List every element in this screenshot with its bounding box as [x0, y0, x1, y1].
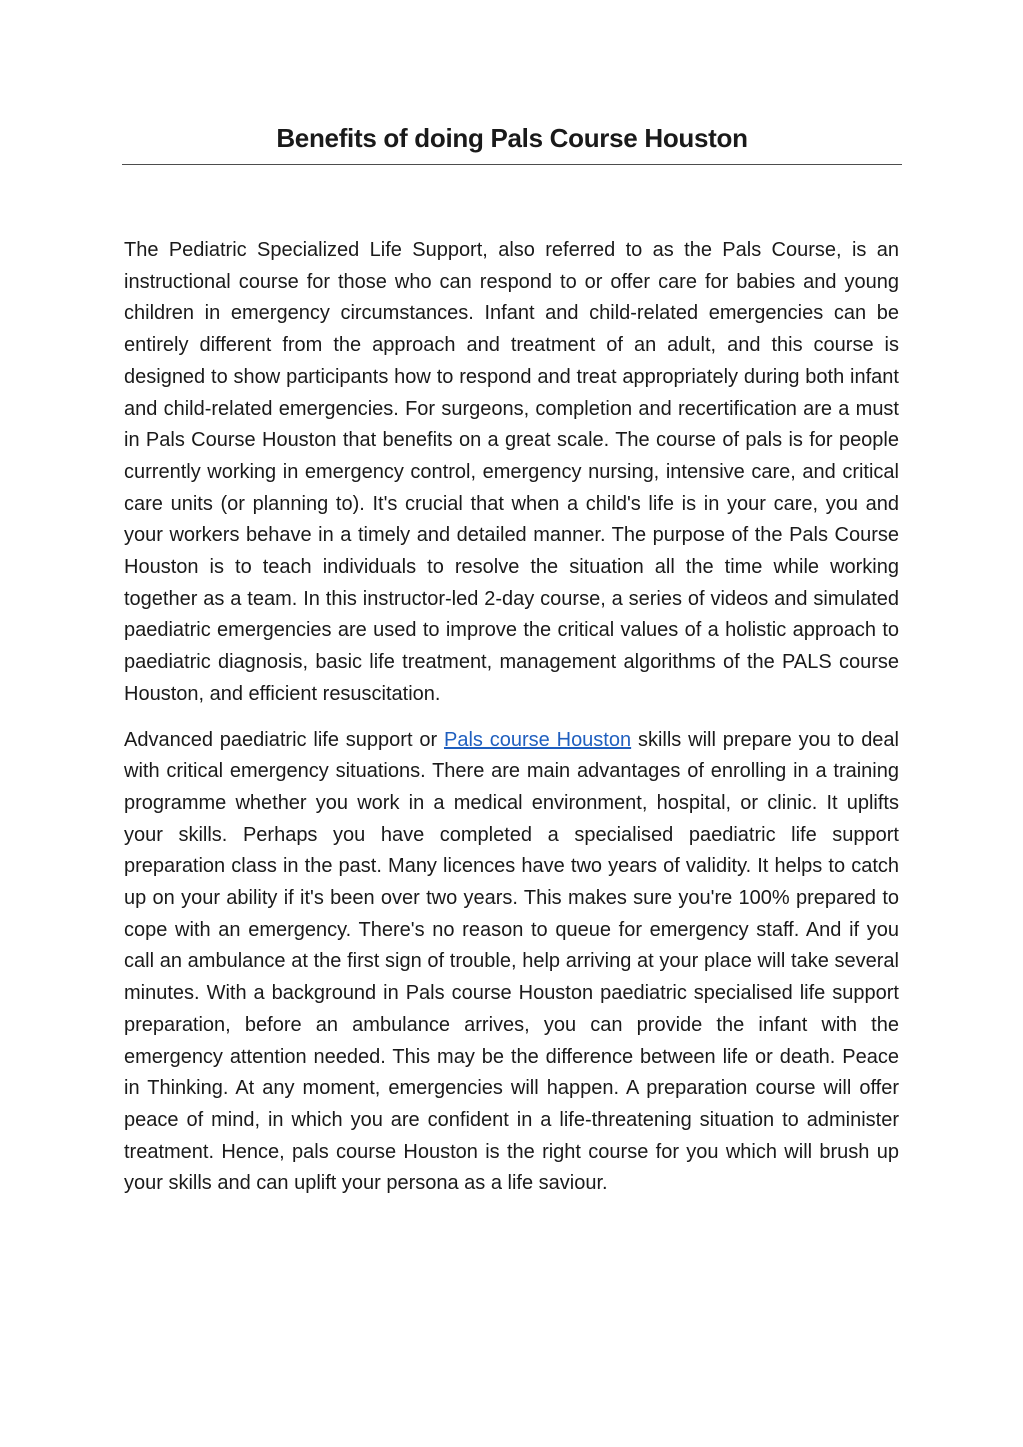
paragraph-benefits — [124, 725, 899, 1201]
document-body — [124, 235, 899, 1214]
title-block — [122, 118, 902, 165]
paragraph-intro: The Pediatric Specialized Life Support, also referred to as the Pals Course, is an instructional course for those who can respond to or offer care for babies and young children in emergency circumstances. Infant and child-related emergencies can be entirely different from the approach and treatment of an adult, and this course is designed to show participants how to respond and treat appropriately during both infant and child-related emergencies. For surgeons, completion and recertification are a must in Pals Course Houston that benefits on a great scale. The course of pals is for people currently working in emergency control, emergency nursing, intensive care, and critical care units (or planning to). It's crucial that when a child's life is in your care, you and your workers behave in a timely and detailed manner. The purpose of the Pals Course Houston is to teach individuals to resolve the situation all the time while working together as a team. In this instructor-led 2-day course, a series of videos and simulated paediatric emergencies are used to improve the critical values of a holistic approach to paediatric diagnosis, basic life treatment, management algorithms of the PALS course Houston, and efficient resuscitation. — [124, 239, 899, 705]
paragraph-benefits-lead: Advanced paediatric life support or — [124, 728, 444, 751]
page-title: Benefits of doing Pals Course Houston — [276, 123, 748, 153]
pals-course-houston-link[interactable]: Pals course Houston — [443, 728, 632, 751]
paragraph-benefits-rest: skills will prepare you to deal with critical emergency situations. There are main advantages of enrolling in a training programme whether you work in a medical environment, hospital, or clinic. It uplifts your skills. Perhaps you have completed a specialised paediatric life support preparation class in the past. Many licences have two years of validity. It helps to catch up on your ability if it's been over two years. This makes sure you're 100% prepared to cope with an emergency. There's no reason to queue for emergency staff. And if you call an ambulance at the first sign of trouble, help arriving at your place will take several minutes. With a background in Pals course Houston paediatric specialised life support preparation, before an ambulance arrives, you can provide the infant with the emergency attention needed. This may be the difference between life or death. Peace in Thinking. At any moment, emergencies will happen. A preparation course will offer peace of mind, in which you are confident in a life-threatening situation to administer treatment. Hence, pals course Houston is the right course for you which will brush up your skills and can uplift your persona as a life saviour. — [124, 728, 900, 1195]
